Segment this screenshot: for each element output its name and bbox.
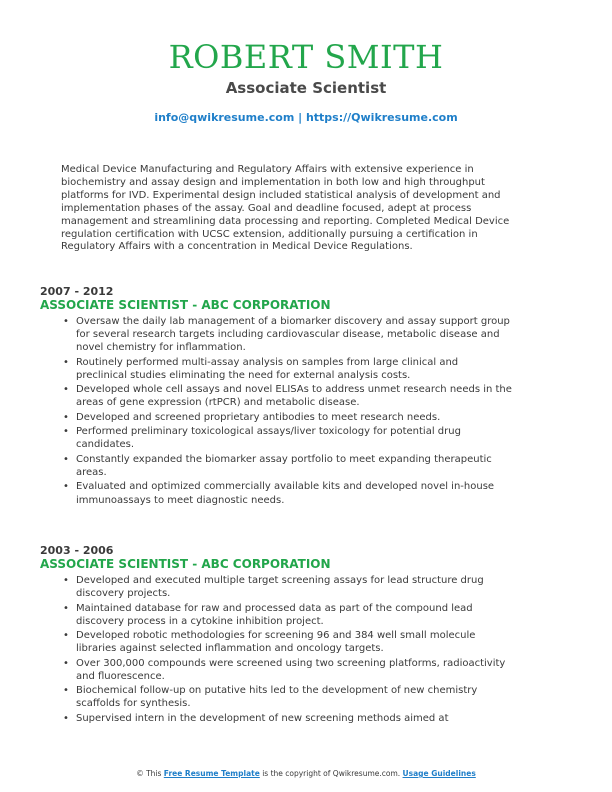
bullet-item: • Biochemical follow-up on putative hits led to the development of new chemistry scaffolds for synthesis. <box>76 684 512 710</box>
footer <box>0 769 612 778</box>
candidate-name: ROBERT SMITH <box>168 38 444 76</box>
experience-role: ASSOCIATE SCIENTIST - ABC CORPORATION <box>40 557 331 571</box>
experience-bullets <box>40 315 570 507</box>
bullet-item: • Developed and screened proprietary antibodies to meet research needs. <box>76 411 512 424</box>
bullet-item: • Developed robotic methodologies for screening 96 and 384 well small molecule libraries against selected inflammation and oncology targets. <box>76 629 512 655</box>
footer-copyright-text: is the copyright of Qwikresume.com. <box>262 769 401 778</box>
experience-role: ASSOCIATE SCIENTIST - ABC CORPORATION <box>40 298 331 312</box>
experience-entry <box>40 544 570 726</box>
free-resume-template-link[interactable]: Free Resume Template <box>163 769 260 778</box>
experience-entry <box>40 285 570 508</box>
summary-paragraph: Medical Device Manufacturing and Regulatory Affairs with extensive experience in biochemistry and assay design and implementation in both low and high throughput platforms for IVD. Experimental design included statistical analysis of development and implementation phases of the assay. Goal and deadline focused, adept at process management and streamlining data processing and reporting. Completed Medical Device regulation certification with UCSC extension, additionally pursuing a certification in Regulatory Affairs with a concentration in Medical Device Regulations. <box>61 164 510 253</box>
bullet-item: • Evaluated and optimized commercially available kits and developed novel in-house immunoassays to meet diagnostic needs. <box>76 480 512 506</box>
bullet-item: • Oversaw the daily lab management of a biomarker discovery and assay support group for several research targets including cardiovascular disease, metabolic disease and novel chemistry for inflammation. <box>76 315 512 354</box>
footer-prefix: © This <box>136 769 162 778</box>
bullet-item: • Developed and executed multiple target screening assays for lead structure drug discovery projects. <box>76 574 512 600</box>
experience-bullets <box>40 574 570 725</box>
experience-dates: 2007 - 2012 <box>40 285 114 298</box>
bullet-item: • Over 300,000 compounds were screened using two screening platforms, radioactivity and fluorescence. <box>76 657 512 683</box>
bullet-item: • Constantly expanded the biomarker assay portfolio to meet expanding therapeutic areas. <box>76 453 512 479</box>
bullet-item: • Routinely performed multi-assay analysis on samples from large clinical and preclinical studies eliminating the need for external analysis costs. <box>76 356 512 382</box>
contact-info[interactable]: info@qwikresume.com | https://Qwikresume.com <box>154 111 458 124</box>
usage-guidelines-link[interactable]: Usage Guidelines <box>402 769 476 778</box>
bullet-item: • Supervised intern in the development of new screening methods aimed at <box>76 712 512 725</box>
candidate-title: Associate Scientist <box>225 79 387 97</box>
bullet-item: • Developed whole cell assays and novel ELISAs to address unmet research needs in the areas of gene expression (rtPCR) and metabolic disease. <box>76 383 512 409</box>
experience-dates: 2003 - 2006 <box>40 544 114 557</box>
bullet-item: • Maintained database for raw and processed data as part of the compound lead discovery process in a cytokine inhibition project. <box>76 602 512 628</box>
bullet-item: • Performed preliminary toxicological assays/liver toxicology for potential drug candidates. <box>76 425 512 451</box>
